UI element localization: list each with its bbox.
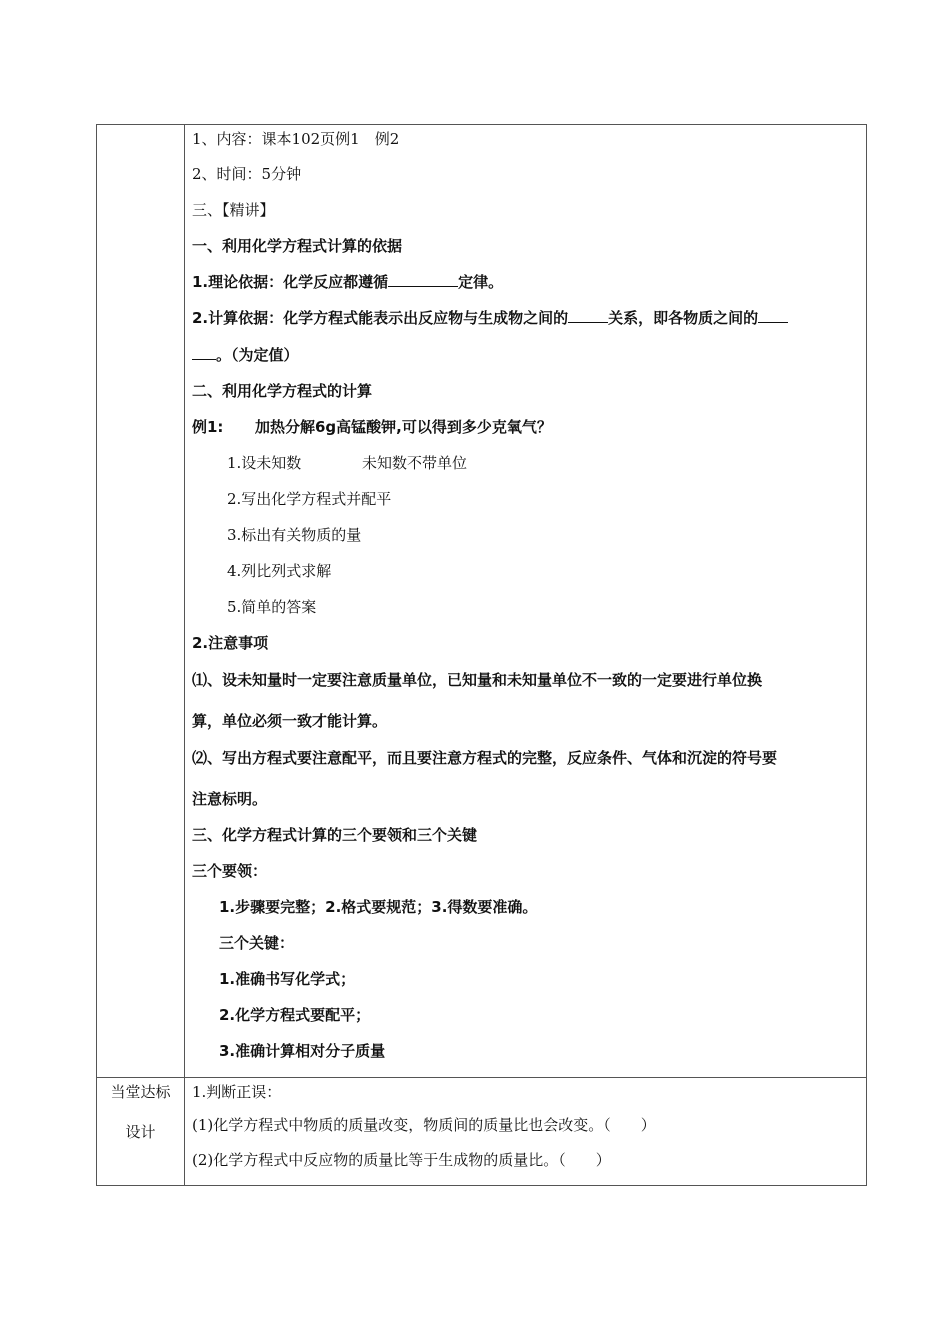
step-item: 2.写出化学方程式并配平 [227, 490, 392, 508]
example-label: 例1: [192, 418, 224, 436]
step-item: 3.标出有关物质的量 [227, 526, 362, 544]
section3-title: 三、化学方程式计算的三个要领和三个关键 [192, 826, 478, 844]
note1-line1: ⑴、设未知量时一定要注意质量单位，已知量和未知量单位不一致的一定要进行单位换 [192, 671, 763, 689]
calc-text-middle: 关系，即各物质之间的 [608, 309, 759, 327]
step-note: 未知数不带单位 [362, 454, 468, 472]
calc-text: 2.计算依据：化学方程式能表示出反应物与生成物之间的 [192, 309, 569, 327]
step-item: 5.简单的答案 [227, 598, 317, 616]
calc-blank-3 [192, 345, 216, 360]
keys-title: 三个关键： [219, 934, 295, 952]
essentials-title: 三个要领： [192, 862, 268, 880]
note1-line2: 算，单位必须一致才能计算。 [192, 712, 388, 730]
calc-basis [192, 308, 788, 328]
lecture-heading: 三、【精讲】 [192, 201, 275, 219]
essentials-text: 1.步骤要完整；2.格式要规范；3.得数要准确。 [219, 898, 538, 916]
calc-basis-cont [192, 345, 299, 365]
notes-title: 2.注意事项 [192, 634, 269, 652]
theory-basis [192, 272, 503, 292]
step-item: 4.列比列式求解 [227, 562, 332, 580]
practice-label-2: 设计 [125, 1123, 156, 1141]
section2-title: 二、利用化学方程式的计算 [192, 382, 373, 400]
column-divider [184, 125, 185, 1185]
note2-line1: ⑵、写出方程式要注意配平，而且要注意方程式的完整，反应条件、气体和沉淀的符号要 [192, 749, 778, 767]
question-1: (1)化学方程式中物质的质量改变，物质间的质量比也会改变。（ ） [192, 1116, 656, 1134]
practice-label-1: 当堂达标 [110, 1083, 171, 1101]
question-2: (2)化学方程式中反应物的质量比等于生成物的质量比。（ ） [192, 1151, 611, 1169]
content-line: 1、内容：课本102页例1 例2 [192, 130, 400, 148]
section1-title: 一、利用化学方程式计算的依据 [192, 237, 403, 255]
step-item: 1.设未知数 [227, 454, 302, 472]
key-item: 3.准确计算相对分子质量 [219, 1042, 386, 1060]
theory-text: 1.理论依据：化学反应都遵循 [192, 273, 389, 291]
calc-blank-2 [758, 308, 788, 323]
theory-text-end: 定律。 [458, 273, 504, 291]
theory-blank [388, 272, 458, 287]
note2-line2: 注意标明。 [192, 790, 268, 808]
key-item: 1.准确书写化学式； [219, 970, 356, 988]
judge-title: 1.判断正误： [192, 1083, 282, 1101]
lesson-table [96, 124, 867, 1186]
calc-text-end: 。（为定值） [216, 346, 299, 364]
time-line: 2、时间：5分钟 [192, 165, 302, 183]
example-text: 加热分解6g高锰酸钾,可以得到多少克氧气？ [255, 418, 552, 436]
calc-blank-1 [568, 308, 608, 323]
key-item: 2.化学方程式要配平； [219, 1006, 371, 1024]
row-divider [97, 1077, 866, 1078]
